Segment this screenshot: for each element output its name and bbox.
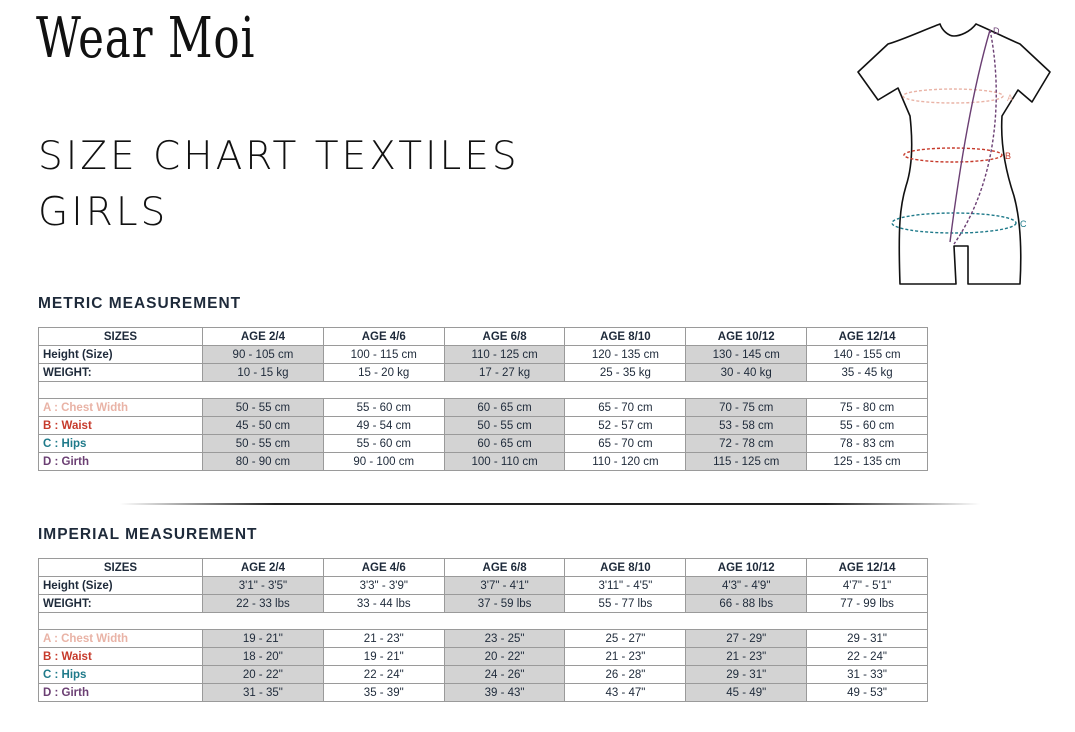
table-cell: 4'3" - 4'9" (686, 577, 807, 595)
row-label: Height (Size) (39, 346, 203, 364)
table-cell: 25 - 35 kg (565, 364, 686, 382)
table-cell: 78 - 83 cm (807, 435, 928, 453)
header-cell: AGE 6/8 (444, 328, 565, 346)
table-cell: 3'1" - 3'5" (203, 577, 324, 595)
page-title: SIZE CHART TEXTILES (38, 134, 520, 179)
table-cell: 130 - 145 cm (686, 346, 807, 364)
metric-section-title: METRIC MEASUREMENT (38, 295, 242, 312)
table-row-girth (39, 453, 928, 471)
table-cell: 110 - 120 cm (565, 453, 686, 471)
imperial-size-table (38, 558, 928, 702)
table-cell: 29 - 31" (686, 666, 807, 684)
table-cell: 22 - 33 lbs (203, 595, 324, 613)
row-label: WEIGHT: (39, 364, 203, 382)
table-cell: 21 - 23" (686, 648, 807, 666)
table-spacer-row (39, 382, 928, 399)
table-row-weight (39, 364, 928, 382)
table-cell: 20 - 22" (444, 648, 565, 666)
table-cell: 20 - 22'' (203, 666, 324, 684)
table-cell: 27 - 29" (686, 630, 807, 648)
header-cell: AGE 12/14 (807, 559, 928, 577)
table-cell: 65 - 70 cm (565, 435, 686, 453)
header-cell: AGE 2/4 (203, 559, 324, 577)
table-cell: 4'7" - 5'1" (807, 577, 928, 595)
table-cell: 35 - 39" (323, 684, 444, 702)
table-cell: 115 - 125 cm (686, 453, 807, 471)
table-row-hips (39, 666, 928, 684)
table-row-height (39, 346, 928, 364)
table-cell: 43 - 47" (565, 684, 686, 702)
table-cell: 21 - 23" (565, 648, 686, 666)
header-cell: AGE 8/10 (565, 559, 686, 577)
header-cell: AGE 6/8 (444, 559, 565, 577)
table-cell: 55 - 60 cm (807, 417, 928, 435)
header-cell: AGE 4/6 (323, 328, 444, 346)
header-cell: AGE 4/6 (323, 559, 444, 577)
table-cell: 22 - 24" (807, 648, 928, 666)
table-cell: 19 - 21'' (203, 630, 324, 648)
table-cell: 49 - 54 cm (323, 417, 444, 435)
row-label: WEIGHT: (39, 595, 203, 613)
table-cell: 18 - 20'' (203, 648, 324, 666)
table-cell: 33 - 44 lbs (323, 595, 444, 613)
row-label: D : Girth (39, 453, 203, 471)
page-subtitle: GIRLS (38, 190, 169, 235)
table-cell: 17 - 27 kg (444, 364, 565, 382)
table-cell: 140 - 155 cm (807, 346, 928, 364)
table-cell: 23 - 25" (444, 630, 565, 648)
table-cell: 19 - 21" (323, 648, 444, 666)
row-label: Height (Size) (39, 577, 203, 595)
table-cell: 80 - 90 cm (203, 453, 324, 471)
chest-measure-line (903, 89, 1003, 103)
brand-logo: Wear Moi (36, 6, 256, 71)
table-row-height (39, 577, 928, 595)
table-cell: 3'7" - 4'1" (444, 577, 565, 595)
table-cell: 75 - 80 cm (807, 399, 928, 417)
table-cell: 55 - 77 lbs (565, 595, 686, 613)
section-divider (120, 503, 980, 505)
waist-measure-line (904, 148, 1002, 162)
table-row-girth (39, 684, 928, 702)
table-row-waist (39, 648, 928, 666)
table-cell: 65 - 70 cm (565, 399, 686, 417)
row-label: D : Girth (39, 684, 203, 702)
table-cell: 110 - 125 cm (444, 346, 565, 364)
table-row-chest (39, 399, 928, 417)
metric-size-table (38, 327, 928, 471)
table-cell: 15 - 20 kg (323, 364, 444, 382)
header-cell: AGE 2/4 (203, 328, 324, 346)
header-cell: AGE 12/14 (807, 328, 928, 346)
table-cell: 24 - 26" (444, 666, 565, 684)
table-cell: 21 - 23" (323, 630, 444, 648)
table-cell: 60 - 65 cm (444, 399, 565, 417)
table-cell: 22 - 24" (323, 666, 444, 684)
table-cell: 72 - 78 cm (686, 435, 807, 453)
table-cell: 120 - 135 cm (565, 346, 686, 364)
label-c: C (1020, 219, 1027, 229)
girth-measure-back (954, 30, 996, 244)
table-cell: 50 - 55 cm (203, 435, 324, 453)
table-cell: 3'3" - 3'9" (323, 577, 444, 595)
table-cell: 66 - 88 lbs (686, 595, 807, 613)
table-cell: 25 - 27" (565, 630, 686, 648)
table-cell: 70 - 75 cm (686, 399, 807, 417)
row-label: B : Waist (39, 648, 203, 666)
table-header-row (39, 328, 928, 346)
table-row-waist (39, 417, 928, 435)
imperial-section-title: IMPERIAL MEASUREMENT (38, 526, 258, 543)
header-cell: AGE 8/10 (565, 328, 686, 346)
table-cell: 39 - 43" (444, 684, 565, 702)
table-cell: 100 - 110 cm (444, 453, 565, 471)
table-cell: 50 - 55 cm (444, 417, 565, 435)
table-cell: 50 - 55 cm (203, 399, 324, 417)
table-cell: 30 - 40 kg (686, 364, 807, 382)
table-cell: 90 - 100 cm (323, 453, 444, 471)
table-cell: 45 - 49" (686, 684, 807, 702)
label-b: B (1005, 151, 1012, 161)
table-row-hips (39, 435, 928, 453)
label-d: D (993, 26, 1000, 36)
table-cell: 53 - 58 cm (686, 417, 807, 435)
table-header-row (39, 559, 928, 577)
table-cell: 52 - 57 cm (565, 417, 686, 435)
table-cell: 77 - 99 lbs (807, 595, 928, 613)
table-cell: 49 - 53" (807, 684, 928, 702)
table-cell: 55 - 60 cm (323, 435, 444, 453)
row-label: C : Hips (39, 666, 203, 684)
table-row-weight (39, 595, 928, 613)
table-row-chest (39, 630, 928, 648)
row-label: A : Chest Width (39, 399, 203, 417)
table-cell: 45 - 50 cm (203, 417, 324, 435)
table-cell: 60 - 65 cm (444, 435, 565, 453)
table-cell: 31 - 35" (203, 684, 324, 702)
table-cell: 37 - 59 lbs (444, 595, 565, 613)
table-cell: 55 - 60 cm (323, 399, 444, 417)
spacer-cell (39, 613, 928, 630)
table-cell: 100 - 115 cm (323, 346, 444, 364)
label-a: A (1007, 93, 1014, 103)
header-cell: AGE 10/12 (686, 559, 807, 577)
table-cell: 26 - 28" (565, 666, 686, 684)
header-cell: AGE 10/12 (686, 328, 807, 346)
leotard-diagram (850, 18, 1055, 288)
header-cell: SIZES (39, 559, 203, 577)
row-label: A : Chest Width (39, 630, 203, 648)
table-cell: 29 - 31" (807, 630, 928, 648)
girth-measure-line (950, 30, 990, 242)
table-cell: 3'11" - 4'5" (565, 577, 686, 595)
row-label: B : Waist (39, 417, 203, 435)
spacer-cell (39, 382, 928, 399)
table-cell: 90 - 105 cm (203, 346, 324, 364)
table-spacer-row (39, 613, 928, 630)
row-label: C : Hips (39, 435, 203, 453)
table-cell: 31 - 33" (807, 666, 928, 684)
table-cell: 10 - 15 kg (203, 364, 324, 382)
header-cell: SIZES (39, 328, 203, 346)
table-cell: 35 - 45 kg (807, 364, 928, 382)
table-cell: 125 - 135 cm (807, 453, 928, 471)
